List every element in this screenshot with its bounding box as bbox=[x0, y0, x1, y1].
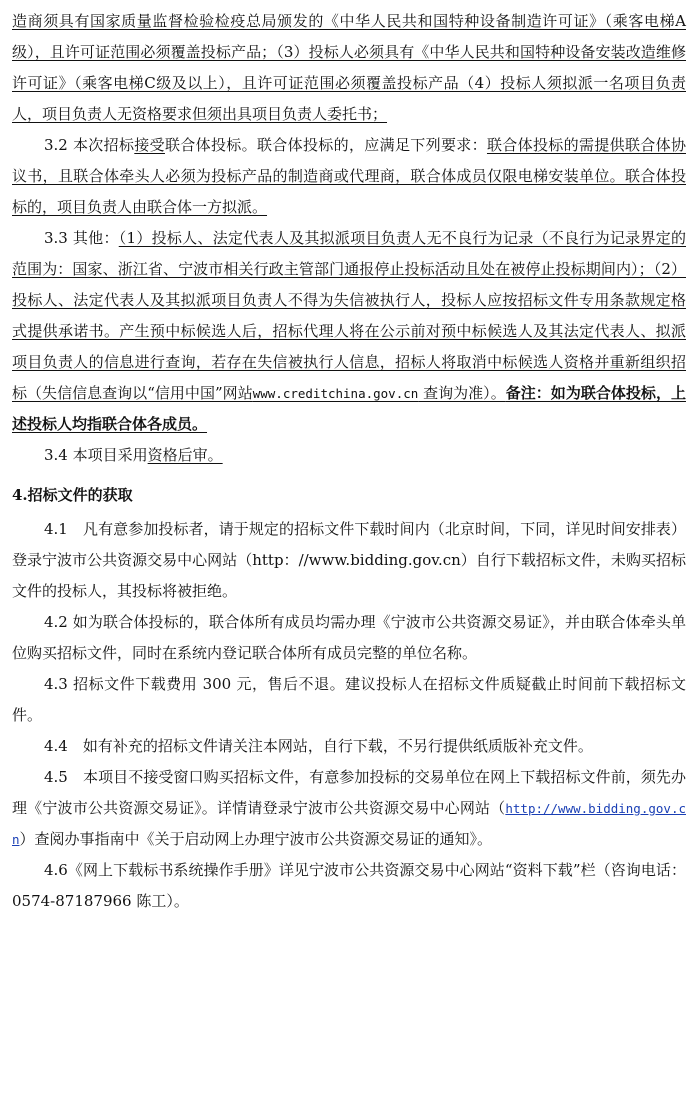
section-4-3: 4.3 招标文件下载费用 300 元，售后不退。建议投标人在招标文件质疑截止时间前下载招标文件。 bbox=[12, 675, 686, 724]
creditchina-url[interactable]: www.creditchina.gov.cn bbox=[252, 386, 419, 401]
section-3-4 bbox=[12, 440, 686, 471]
section-4-1: 4.1 凡有意参加投标者，请于规定的招标文件下载时间内（北京时间，下同，详见时间安排表）登录宁波市公共资源交易中心网站（http：//www.bidding.gov.cn）自行下载招标文件，未购买招标文件的投标人，其投标将被拒绝。 bbox=[12, 520, 686, 600]
s4-5-text-a: 4.5 本项目不接受窗口购买招标文件，有意参加投标的交易单位在网上下载招标文件前，须先办理《宁波市公共资源交易证》。详情请登录宁波市公共资源交易中心网站（ bbox=[12, 768, 686, 817]
section-4-2: 4.2 如为联合体投标的，联合体所有成员均需办理《宁波市公共资源交易证》，并由联合体牵头单位购买招标文件，同时在系统内登记联合体所有成员完整的单位名称。 bbox=[12, 613, 686, 662]
s3-2-mid: 联合体投标。联合体投标的，应满足下列要求： bbox=[164, 136, 487, 154]
section-4-5 bbox=[12, 762, 686, 855]
s3-2-lead: 3.2 本次招标 bbox=[44, 136, 135, 154]
s3-3-note: 备注：如为联合体投标，上述投标人均指联合体各成员。 bbox=[12, 384, 686, 433]
s3-1-text: 造商须具有国家质量监督检验检疫总局颁发的《中华人民共和国特种设备制造许可证》（乘客电梯A级），且许可证范围必须覆盖投标产品；（3）投标人必须具有《中华人民共和国特种设备安装改造维修许可证》（乘客电梯C级及以上），且许可证范围必须覆盖投标产品（4）投标人须拟派一名项目负责人，项目负责人无资格要求但须出具项目负责人委托书； bbox=[12, 12, 686, 123]
s3-3-lead: 3.3 其他： bbox=[44, 229, 119, 247]
section-4-4: 4.4 如有补充的招标文件请关注本网站，自行下载，不另行提供纸质版补充文件。 bbox=[44, 737, 593, 755]
s3-2-requirements: 联合体投标的需提供联合体协议书，且联合体牵头人必须为投标产品的制造商或代理商，联合体成员仅限电梯安装单位。联合体投标的，项目负责人由联合体一方拟派。 bbox=[12, 136, 686, 216]
s3-3-body: （1）投标人、法定代表人及其拟派项目负责人无不良行为记录（不良行为记录界定的范围为：国家、浙江省、宁波市相关行政主管部门通报停止投标活动且处在被停止投标期间内）；（2）投标人、法定代表人及其拟派项目负责人不得为失信被执行人，投标人应按招标文件专用条款规定格式提供承诺书。产生预中标候选人后，招标代理人将在公示前对预中标候选人及其法定代表人、拟派项目负责人的信息进行查询，若存在失信被执行人信息，招标人将取消中标候选人资格并重新组织招标（失信信息查询以“信用中国”网站 bbox=[12, 229, 686, 402]
section-4-6: 4.6《网上下载标书系统操作手册》详见宁波市公共资源交易中心网站“资料下载”栏（咨询电话：0574-87187966 陈工）。 bbox=[12, 861, 686, 910]
section-3-3 bbox=[12, 223, 686, 440]
bidding-link[interactable]: http://www.bidding.gov.cn bbox=[12, 801, 686, 847]
s3-4-lead: 3.4 本项目采用 bbox=[44, 446, 148, 464]
s3-4-review: 资格后审。 bbox=[147, 446, 223, 464]
section-3-1-continuation bbox=[12, 6, 686, 130]
section-3-2 bbox=[12, 130, 686, 223]
s3-2-accept: 接受 bbox=[134, 136, 165, 154]
s4-5-text-b: ）查阅办事指南中《关于启动网上办理宁波市公共资源交易证的通知》。 bbox=[19, 830, 493, 848]
section-4-heading: 4.招标文件的获取 bbox=[12, 486, 133, 504]
s3-3-body-end: 查询为准）。 bbox=[418, 384, 506, 402]
